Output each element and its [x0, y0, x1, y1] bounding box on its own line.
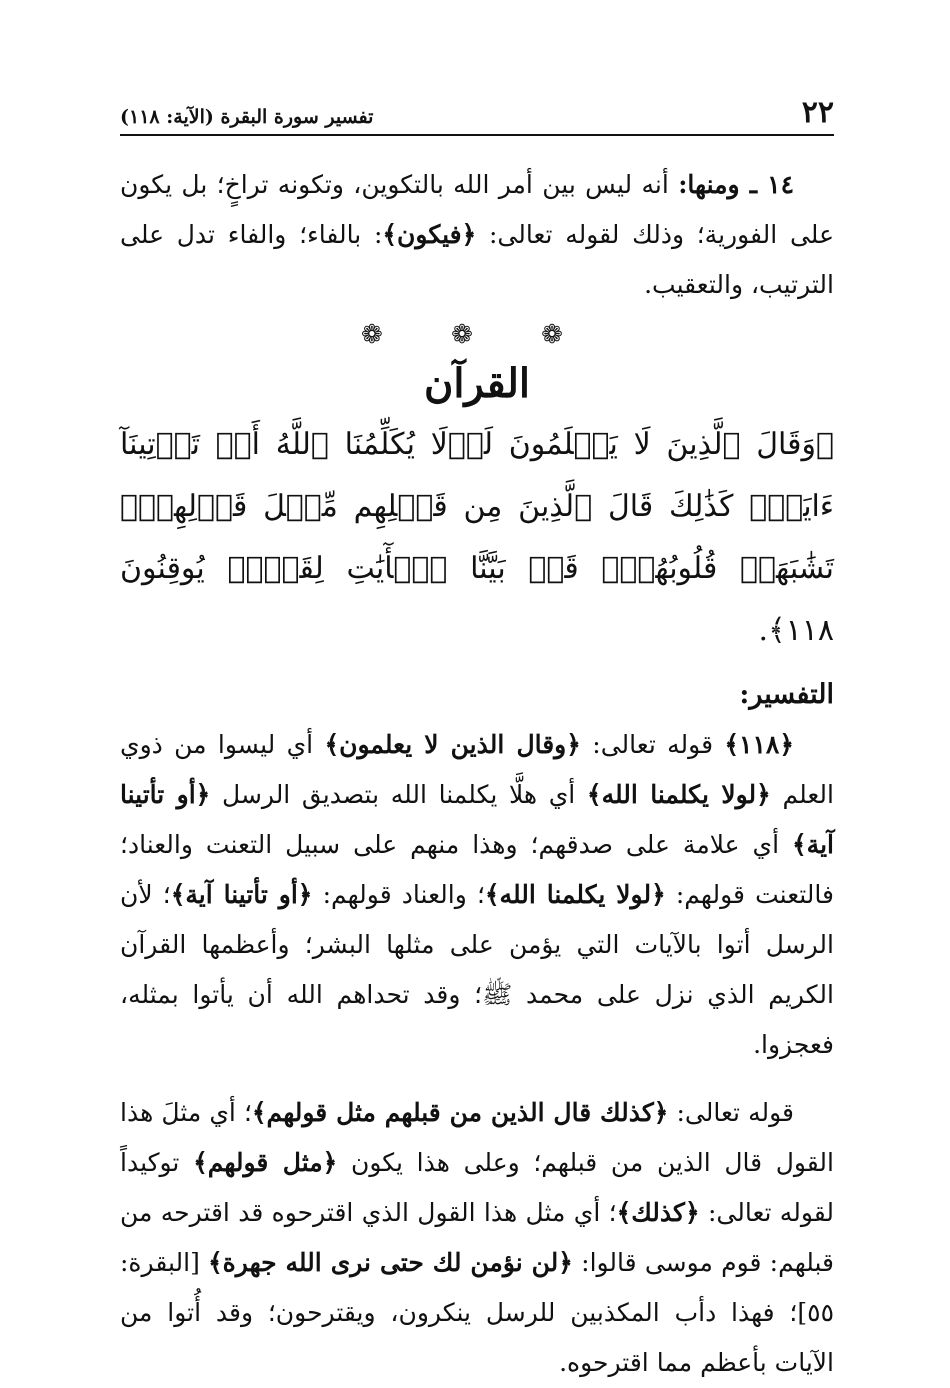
- page-number: ٢٢: [801, 95, 834, 130]
- quran-section-title: القرآن: [423, 360, 531, 407]
- p2-b1: ﴿كذلك قال الذين من قبلهم مثل قولهم﴾: [251, 1098, 669, 1127]
- page-header: [120, 88, 834, 136]
- intro-bold-a: ﴿فيكون﴾: [382, 220, 477, 249]
- intro-text-b: : بالفاء؛ والفاء تدل على الترتيب، والتعقيب.: [120, 220, 834, 299]
- section-separator: ❁ ❁ ❁: [361, 320, 593, 350]
- p2-t3: توكيداً لقوله تعالى:: [120, 1148, 835, 1227]
- page-content: [120, 160, 834, 1388]
- p2-b4: ﴿لن نؤمن لك حتى نرى الله جهرة﴾: [208, 1248, 573, 1277]
- p1-b4: ﴿أو تأتينا آية﴾: [120, 780, 834, 859]
- tafsir-paragraph-1: [120, 720, 834, 1070]
- p1-t3: أي هلَّا يكلمنا الله بتصديق الرسل: [210, 780, 587, 809]
- intro-paragraph: [120, 160, 834, 310]
- p2-t2: ؛ أي مثلَ هذا القول قال الذين من قبلهم؛ وعلى هذا يكون: [120, 1098, 834, 1177]
- p1-b6: ﴿أو تأتينا آية﴾: [170, 880, 313, 909]
- intro-text-a: أنه ليس بين أمر الله بالتكوين، وتكونه تراخٍ؛ بل يكون على الفورية؛ وذلك لقوله تعالى:: [120, 170, 834, 249]
- verse-number: ﴿١١٨﴾: [724, 730, 794, 759]
- p1-b3: ﴿لولا يكلمنا الله﴾: [586, 780, 771, 809]
- quran-verse: ﴿وَقَالَ ٱلَّذِينَ لَا يَعۡلَمُونَ لَوۡلَا يُكَلِّمُنَا ٱللَّهُ أَوۡ تَأۡتِينَآ ءَايَةٞۗ كَذَٰلِكَ قَالَ ٱلَّذِينَ مِن قَبۡلِهِم مِّثۡلَ قَوۡلِهِمۡۘ تَشَٰبَهَتۡ قُلُوبُهُمۡۗ قَدۡ بَيَّنَّا ٱلۡأٓيَٰتِ لِقَوۡمٖ يُوقِنُونَ ١١٨﴾.: [120, 427, 834, 648]
- p2-t1: قوله تعالى:: [668, 1098, 794, 1127]
- p1-t5: ؛ والعناد قولهم:: [312, 880, 485, 909]
- p1-t6: ؛ لأن الرسل أتوا بالآيات التي يؤمن على مثلها البشر؛ وأعظمها القرآن الكريم الذي نزل على محمد ﷺ؛ وقد تحداهم الله أن يأتوا بمثله، فعجزوا.: [120, 880, 834, 1059]
- intro-lead: ١٤ ـ ومنها:: [678, 170, 794, 199]
- p1-b5: ﴿لولا يكلمنا الله﴾: [484, 880, 666, 909]
- p1-t4: أي علامة على صدقهم؛ وهذا منهم على سبيل التعنت والعناد؛ فالتعنت قولهم:: [120, 830, 834, 909]
- p1-b2: ﴿وقال الذين لا يعلمون﴾: [324, 730, 581, 759]
- p2-b2: ﴿مثل قولهم﴾: [193, 1148, 338, 1177]
- p2-t5: [البقرة: ٥٥]؛ فهذا دأب المكذبين للرسل ينكرون، ويقترحون؛ وقد أُتوا من الآيات بأعظم مما اقترحوه.: [120, 1248, 834, 1377]
- p1-t1: قوله تعالى:: [580, 730, 725, 759]
- tafsir-title: التفسير:: [739, 679, 834, 710]
- tafsir-paragraph-2: [120, 1088, 834, 1388]
- running-title: تفسير سورة البقرة (الآية: ١١٨): [120, 106, 374, 128]
- p2-t4: ؛ أي مثل هذا القول الذي اقترحوه قد اقترحه من قبلهم: قوم موسى قالوا:: [120, 1198, 834, 1277]
- p1-t2: أي ليسوا من ذوي العلم: [120, 730, 834, 809]
- p2-b3: ﴿كذلك﴾: [616, 1198, 700, 1227]
